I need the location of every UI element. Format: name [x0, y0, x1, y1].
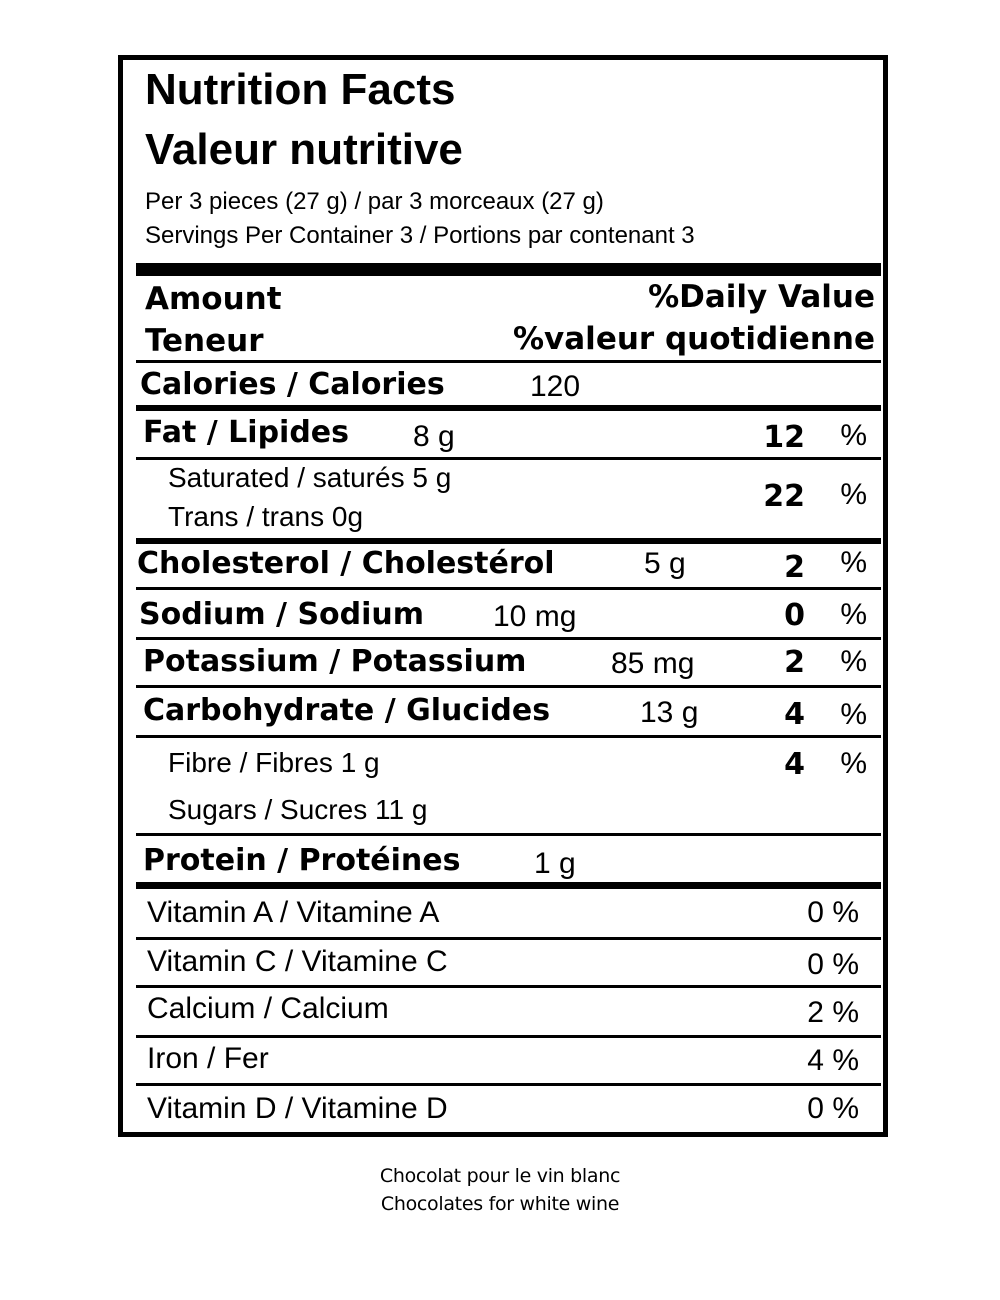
calcium-value: 2 % [807, 996, 859, 1029]
title-french: Valeur nutritive [145, 125, 463, 174]
divider [136, 457, 881, 460]
sugars-label: Sugars / Sucres 11 g [168, 794, 428, 825]
nutrition-facts-table [118, 55, 888, 1137]
saturated-trans-pct: % [840, 478, 867, 511]
carbohydrate-value: 13 g [640, 696, 699, 729]
sodium-pct: % [840, 598, 867, 631]
title-english: Nutrition Facts [145, 65, 456, 114]
vitamin-d-value: 0 % [807, 1092, 859, 1125]
cholesterol-label: Cholesterol / Cholestérol [137, 546, 555, 581]
fat-dv: 12 [763, 420, 805, 455]
divider [136, 587, 881, 590]
carbohydrate-pct: % [840, 698, 867, 731]
calcium-label: Calcium / Calcium [147, 992, 389, 1025]
teneur-header: Teneur [145, 323, 264, 359]
fat-value: 8 g [413, 420, 455, 453]
divider [136, 1083, 881, 1086]
trans-label: Trans / trans 0g [168, 501, 364, 532]
potassium-pct: % [840, 645, 867, 678]
divider [136, 685, 881, 688]
thick-divider [136, 263, 881, 276]
fibre-dv: 4 [784, 747, 805, 782]
cholesterol-pct: % [840, 546, 867, 579]
iron-label: Iron / Fer [147, 1042, 269, 1075]
carbohydrate-label: Carbohydrate / Glucides [143, 693, 551, 728]
cholesterol-dv: 2 [784, 550, 805, 585]
serving-size: Per 3 pieces (27 g) / par 3 morceaux (27 g) [145, 188, 604, 215]
fat-pct: % [840, 419, 867, 452]
vitamin-d-label: Vitamin D / Vitamine D [147, 1092, 448, 1125]
saturated-label: Saturated / saturés 5 g [168, 462, 452, 493]
divider [136, 1035, 881, 1038]
divider [136, 637, 881, 640]
calories-label: Calories / Calories [140, 367, 445, 402]
thick-divider [136, 882, 881, 889]
saturated-trans-dv: 22 [763, 479, 805, 514]
sodium-label: Sodium / Sodium [139, 597, 425, 632]
servings-per-container: Servings Per Container 3 / Portions par contenant 3 [145, 222, 695, 249]
daily-value-header: %Daily Value [648, 279, 875, 315]
fibre-pct: % [840, 747, 867, 780]
iron-value: 4 % [807, 1044, 859, 1077]
vitamin-c-value: 0 % [807, 948, 859, 981]
divider [136, 937, 881, 940]
potassium-value: 85 mg [611, 647, 695, 680]
divider [136, 833, 881, 836]
divider [136, 360, 881, 363]
fibre-label: Fibre / Fibres 1 g [168, 747, 380, 778]
potassium-dv: 2 [784, 645, 805, 680]
divider [136, 985, 881, 988]
calories-value: 120 [530, 370, 581, 403]
sodium-value: 10 mg [493, 600, 577, 633]
fat-label: Fat / Lipides [143, 415, 350, 450]
carbohydrate-dv: 4 [784, 697, 805, 732]
vitamin-a-value: 0 % [807, 896, 859, 929]
vitamin-c-label: Vitamin C / Vitamine C [147, 945, 448, 978]
cholesterol-value: 5 g [644, 547, 686, 580]
protein-label: Protein / Protéines [143, 843, 461, 878]
protein-value: 1 g [534, 847, 576, 880]
product-name-english: Chocolates for white wine [380, 1193, 620, 1215]
sodium-dv: 0 [784, 598, 805, 633]
vitamin-a-label: Vitamin A / Vitamine A [147, 896, 440, 929]
divider [136, 538, 881, 544]
divider [136, 405, 881, 411]
valeur-quotidienne-header: %valeur quotidienne [513, 321, 875, 357]
product-name-french: Chocolat pour le vin blanc [379, 1165, 621, 1187]
amount-header: Amount [145, 281, 282, 317]
potassium-label: Potassium / Potassium [143, 644, 527, 679]
divider [136, 735, 881, 738]
